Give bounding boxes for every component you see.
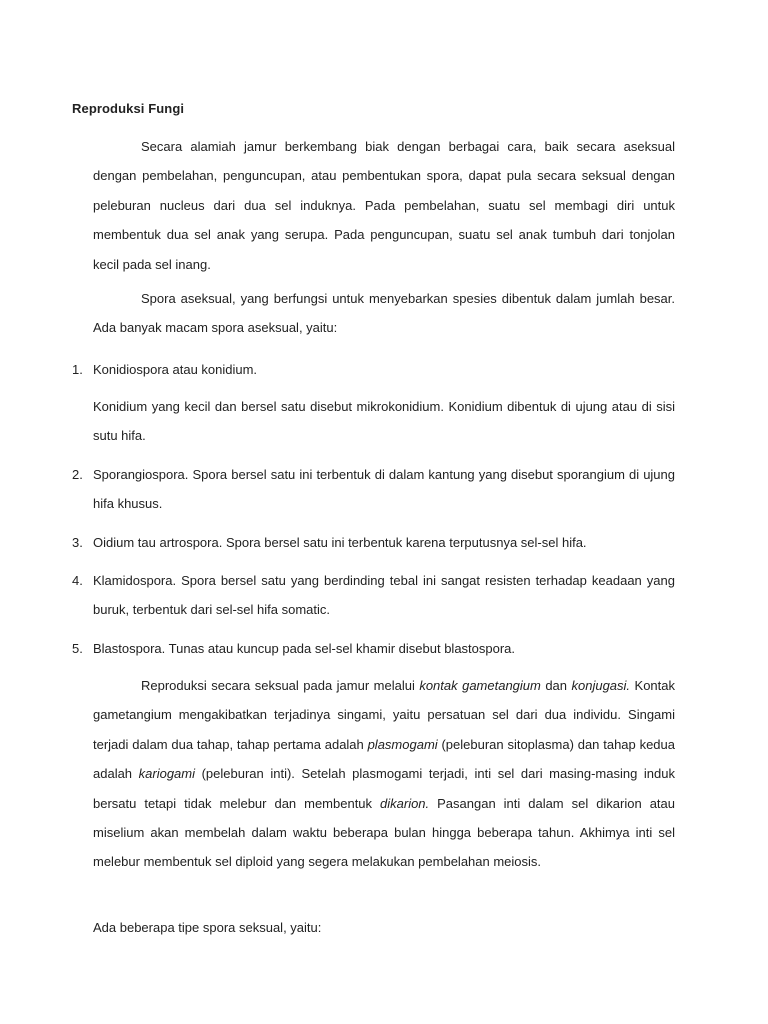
list-text: Klamidospora. Spora bersel satu yang berdinding tebal ini sangat resisten terhadap keadaan yang buruk, terbentuk dari sel-sel hifa somatic.	[93, 573, 675, 618]
paragraph-text: (peleburan sitoplasma) dan tahap kedua adalah	[93, 736, 675, 782]
italic-term: plasmogami	[367, 736, 438, 752]
paragraph-text: Secara alamiah jamur berkembang biak dengan berbagai cara, baik secara aseksual dengan pembelahan, penguncupan, atau pembentukan spora, dapat pula secara seksual dengan peleburan nucleus dari dua sel induknya. Pada pembelahan, suatu sel membagi diri untuk membentuk dua sel anak yang serupa. Pada penguncupan, suatu sel anak tumbuh dari tonjolan kecil pada sel inang.	[93, 139, 675, 272]
list-text: Blastospora. Tunas atau kuncup pada sel-sel khamir disebut blastospora.	[93, 641, 516, 656]
paragraph-text: Reproduksi secara seksual pada jamur melalui	[141, 678, 420, 693]
list-item	[72, 634, 675, 663]
list-item	[72, 460, 675, 519]
paragraph-text: Kontak gametangium mengakibatkan terjadinya singami, yaitu persatuan sel dari dua individu. Singami terjadi dalam dua tahap, tahap pertama adalah	[93, 678, 675, 752]
list-number: 2.	[72, 467, 83, 482]
list-number: 5.	[72, 641, 83, 656]
list-item	[72, 528, 675, 557]
list-item	[72, 566, 675, 625]
list-number: 1.	[72, 362, 83, 377]
list-item	[72, 355, 675, 384]
italic-term: kontak gametangium	[419, 678, 541, 693]
list-text: Oidium tau artrospora. Spora bersel satu ini terbentuk karena terputusnya sel-sel hifa.	[93, 535, 587, 550]
paragraph-text: dan	[540, 678, 572, 693]
document-title: Reproduksi Fungi	[72, 101, 185, 116]
paragraph-asexual-intro	[93, 132, 675, 279]
list-number: 4.	[72, 573, 83, 588]
paragraph-sexual-reproduction	[93, 671, 675, 877]
italic-term: konjugasi.	[571, 678, 631, 693]
paragraph-text: Pasangan inti dalam sel dikarion atau miselium akan membelah dalam waktu beberapa bulan hingga beberapa tahun. Akhimya inti sel melebur membentuk sel diploid yang segera melakukan pembelahan meiosis.	[93, 795, 675, 870]
list-number: 3.	[72, 535, 83, 550]
paragraph-asexual-spores	[93, 284, 675, 343]
paragraph-sexual-spores: Ada beberapa tipe spora seksual, yaitu:	[93, 920, 322, 935]
italic-term: kariogami	[138, 766, 195, 782]
italic-term: dikarion.	[380, 795, 430, 811]
paragraph-text: Spora aseksual, yang berfungsi untuk menyebarkan spesies dibentuk dalam jumlah besar. Ada banyak macam spora aseksual, yaitu:	[93, 291, 675, 336]
paragraph-text: (peleburan inti). Setelah plasmogami terjadi, inti sel dari masing-masing induk bersatu tetapi tidak melebur dan membentuk	[93, 766, 675, 811]
list-text: Sporangiospora. Spora bersel satu ini terbentuk di dalam kantung yang disebut sporangium di ujung hifa khusus.	[93, 467, 675, 512]
paragraph-konidium-note: Konidium yang kecil dan bersel satu disebut mikrokonidium. Konidium dibentuk di ujung atau di sisi sutu hifa.	[93, 399, 675, 443]
list-text: Konidiospora atau konidium.	[93, 362, 258, 377]
